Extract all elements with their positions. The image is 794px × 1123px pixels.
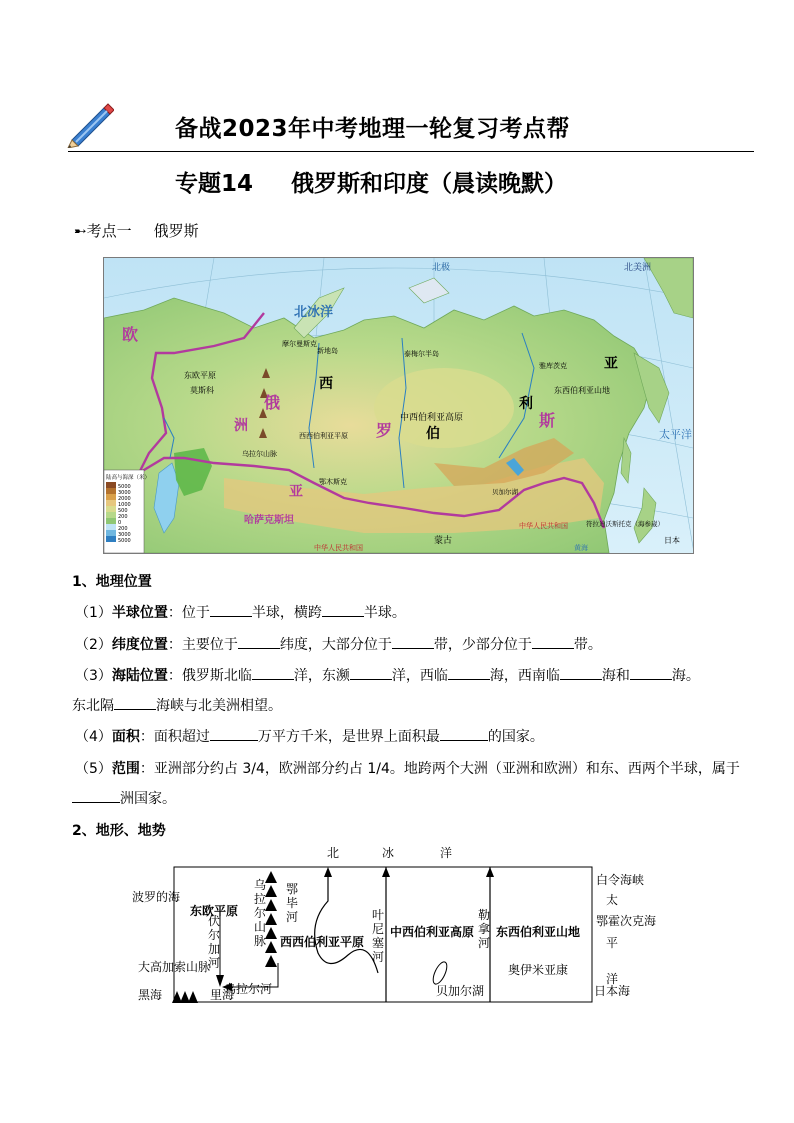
east-europe-plain-label: 东欧平原 xyxy=(190,904,239,918)
line-prefix: （1） xyxy=(75,605,112,621)
pencil-icon xyxy=(64,102,114,148)
kaodian-topic: 俄罗斯 xyxy=(153,222,199,240)
line-range-cont xyxy=(72,788,176,808)
siberia-char-ya: 亚 xyxy=(604,356,618,372)
china-label: 中华人民共和国 xyxy=(519,522,568,530)
line-area xyxy=(75,726,544,746)
kaodian-label: 考点一 xyxy=(86,222,132,240)
terrain-diagram xyxy=(128,843,678,1013)
ural-river-label: 乌拉尔河 xyxy=(224,982,273,996)
line-text: 的国家。 xyxy=(487,729,544,745)
diagram-top-bing: 冰 xyxy=(382,846,395,860)
line-key: 范围 xyxy=(111,761,140,777)
ob-char: 毕 xyxy=(286,896,299,910)
kazakhstan-label: 哈萨克斯坦 xyxy=(244,515,294,526)
omsk-label: 鄂木斯克 xyxy=(319,478,347,486)
caucasus-label: 大高加索山脉 xyxy=(138,960,211,974)
yenisei-char: 塞 xyxy=(372,936,385,950)
ob-char: 河 xyxy=(286,910,299,924)
blank-field[interactable] xyxy=(238,636,280,649)
lena-char: 勒 xyxy=(478,908,491,922)
blank-field[interactable] xyxy=(448,667,490,680)
line-latitude xyxy=(75,634,602,654)
page-title: 备战2023年中考地理一轮复习考点帮 xyxy=(175,116,571,142)
subtitle-text: 俄罗斯和印度（晨读晚默） xyxy=(291,171,568,197)
line-text: 带，少部分位于 xyxy=(433,637,532,653)
yenisei-char: 河 xyxy=(372,950,385,964)
line-text: ：位于 xyxy=(167,605,210,621)
line-text: 海。 xyxy=(671,668,700,684)
baikal-label: 贝加尔湖 xyxy=(436,984,485,998)
ob-char: 鄂 xyxy=(286,882,299,896)
line-prefix: （3） xyxy=(75,668,112,684)
siberia-char-li: 利 xyxy=(519,396,533,412)
terrain-diagram-svg xyxy=(128,843,678,1013)
mongolia-label: 蒙古 xyxy=(434,536,453,546)
pacific-tai-label: 太 xyxy=(606,893,619,907)
russia-map-svg xyxy=(104,258,693,553)
volga-char: 河 xyxy=(208,956,221,970)
russia-char-e: 俄 xyxy=(264,393,281,412)
line-text: ：主要位于 xyxy=(167,637,238,653)
asia-char-zhou: 洲 xyxy=(234,418,248,434)
west-siberia-plain-label: 西西伯利亚平原 xyxy=(280,935,365,949)
lena-char: 拿 xyxy=(478,922,491,936)
baltic-label: 波罗的海 xyxy=(132,890,181,904)
line-strait xyxy=(72,695,282,715)
novaya-label: 新地岛 xyxy=(317,347,338,355)
okhotsk-label: 鄂霍次克海 xyxy=(596,914,657,928)
line-text: 洋，西临 xyxy=(391,668,448,684)
ob-river-line xyxy=(315,877,378,973)
line-hemisphere xyxy=(75,602,406,622)
east-siberia-mts-label: 东西伯利亚山地 xyxy=(496,925,581,939)
line-text: 洋，东濒 xyxy=(293,668,350,684)
volga-arrow-head xyxy=(216,975,224,987)
blank-field[interactable] xyxy=(72,790,120,803)
blank-field[interactable] xyxy=(322,604,364,617)
north-pole-label: 北极 xyxy=(432,263,451,273)
legend-val: 500 xyxy=(118,508,128,514)
west-siberia-label: 西西伯利亚平原 xyxy=(299,432,348,440)
asia-char-ya: 亚 xyxy=(289,484,303,500)
blank-field[interactable] xyxy=(350,667,392,680)
legend-val: 1000 xyxy=(118,502,131,508)
legend-val: 5000 xyxy=(118,484,131,490)
line-prefix: （5） xyxy=(75,761,112,777)
pacific-yang-label: 洋 xyxy=(606,972,619,986)
pacific-label: 太平洋 xyxy=(659,428,692,441)
lena-vertical-label xyxy=(478,907,490,950)
legend-title: 陆高与海深（米） xyxy=(106,475,151,481)
ural-mts-char: 尔 xyxy=(254,906,267,920)
caucasus-triangles xyxy=(172,991,198,1003)
russia-map xyxy=(103,257,694,554)
kaodian-heading xyxy=(74,220,199,241)
yenisei-vertical-label xyxy=(372,908,384,964)
blank-field[interactable] xyxy=(210,728,258,741)
line-key: 海陆位置 xyxy=(111,668,168,684)
line-text: 东北隔 xyxy=(72,698,114,714)
line-text: ：亚洲部分约占 3/4，欧洲部分约占 1/4。地跨两个大洲（亚洲和欧洲）和东、西两个半球，属于 xyxy=(139,761,740,777)
north-america-label: 北美洲 xyxy=(624,263,652,273)
elevation-legend xyxy=(104,470,150,553)
yenisei-char: 尼 xyxy=(372,922,385,936)
line-sea-land xyxy=(75,665,700,685)
line-text: 纬度，大部分位于 xyxy=(279,637,392,653)
siberia-char-xi: 西 xyxy=(319,376,333,392)
ural-mts-char: 乌 xyxy=(254,878,267,892)
legend-val: 3000 xyxy=(118,490,131,496)
pacific-ping-label: 平 xyxy=(606,936,619,950)
line-text: 海和 xyxy=(601,668,630,684)
lena-char: 河 xyxy=(478,936,491,950)
ural-mts-char: 拉 xyxy=(254,892,267,906)
legend-val: 0 xyxy=(118,520,122,526)
subtitle-number: 专题14 xyxy=(175,171,254,197)
yellow-sea-label: 黄海 xyxy=(574,544,588,552)
blank-field[interactable] xyxy=(630,667,672,680)
murmansk-label: 摩尔曼斯克 xyxy=(282,340,317,348)
east-europe-label: 东欧平原 xyxy=(184,371,216,380)
line-text: ：俄罗斯北临 xyxy=(167,668,252,684)
vladivostok-label: 符拉迪沃斯托克（海参崴） xyxy=(586,520,664,528)
line-text: 万平方千米，是世界上面积最 xyxy=(257,729,440,745)
diagram-top-yang: 洋 xyxy=(440,846,453,860)
ural-mts-char: 脉 xyxy=(254,934,267,948)
line-range xyxy=(75,758,740,778)
china-label-2: 中华人民共和国 xyxy=(314,544,363,552)
japan-sea-label: 日本海 xyxy=(594,984,631,998)
section-heading-1: 1、地理位置 xyxy=(72,574,152,590)
line-text: 带。 xyxy=(573,637,602,653)
header-divider xyxy=(68,151,754,152)
legend-val: 3000 xyxy=(118,532,131,538)
line-key: 纬度位置 xyxy=(111,637,168,653)
moscow-label: 莫斯科 xyxy=(190,386,214,395)
line-text: ：面积超过 xyxy=(139,729,210,745)
volga-vertical-label xyxy=(208,913,220,970)
yenisei-char: 叶 xyxy=(372,908,385,922)
blank-field[interactable] xyxy=(252,667,294,680)
black-sea-label: 黑海 xyxy=(138,988,163,1002)
line-text: 海，西南临 xyxy=(489,668,560,684)
line-text: 半球。 xyxy=(363,605,406,621)
volga-char: 加 xyxy=(208,942,221,956)
ob-vertical-label xyxy=(286,882,298,924)
blank-field[interactable] xyxy=(392,636,434,649)
russia-char-si: 斯 xyxy=(539,411,556,430)
east-siberia-label: 东西伯利亚山地 xyxy=(554,386,610,395)
bering-label: 白令海峡 xyxy=(596,873,645,887)
ural-label: 乌拉尔山脉 xyxy=(242,450,277,458)
ural-mts-char: 山 xyxy=(254,920,267,934)
legend-val: 2000 xyxy=(118,496,131,502)
diagram-top-bei: 北 xyxy=(327,846,340,860)
line-prefix: （2） xyxy=(75,637,112,653)
blank-field[interactable] xyxy=(532,636,574,649)
line-prefix: （4） xyxy=(75,729,112,745)
baikal-shape xyxy=(430,960,449,986)
japan-label: 日本 xyxy=(664,536,680,545)
arrow-up-ob xyxy=(324,867,332,877)
ural-mts-vertical-label xyxy=(254,877,266,948)
central-siberia-plateau-label: 中西伯利亚高原 xyxy=(390,925,475,939)
taimyr-label: 泰梅尔半岛 xyxy=(404,350,439,358)
arrow-up-yenisei xyxy=(382,867,390,877)
russia-char-luo: 罗 xyxy=(376,421,393,440)
baikal-label: 贝加尔湖 xyxy=(492,488,518,496)
section-heading-2: 2、地形、地势 xyxy=(72,823,166,839)
line-text: 洲国家。 xyxy=(120,791,176,807)
line-key: 半球位置 xyxy=(111,605,168,621)
arctic-ocean-label: 北冰洋 xyxy=(294,305,334,320)
yakutsk-label: 雅库茨克 xyxy=(539,362,567,370)
volga-char: 伏 xyxy=(208,914,221,928)
volga-char: 尔 xyxy=(208,928,221,942)
arrow-up-lena xyxy=(486,867,494,877)
siberia-char-bo: 伯 xyxy=(426,426,440,442)
central-siberia-label: 中西伯利亚高原 xyxy=(400,413,464,423)
line-key: 面积 xyxy=(111,729,140,745)
legend-val: 200 xyxy=(118,526,128,532)
line-text: 海峡与北美洲相望。 xyxy=(156,698,282,714)
legend-val: 5000 xyxy=(118,538,131,544)
ural-mountain-triangles xyxy=(265,871,277,967)
arrow-icon: ➸ xyxy=(74,222,87,240)
legend-val: 200 xyxy=(118,514,128,520)
blank-field[interactable] xyxy=(114,697,156,710)
oymyakon-label: 奥伊米亚康 xyxy=(508,963,569,977)
europe-char-label: 欧 xyxy=(122,325,139,344)
blank-field[interactable] xyxy=(210,604,252,617)
central-siberia-tint xyxy=(374,368,514,448)
line-text: 半球，横跨 xyxy=(251,605,322,621)
blank-field[interactable] xyxy=(440,728,488,741)
caspian-label: 里海 xyxy=(210,988,235,1002)
subtitle xyxy=(175,165,567,198)
blank-field[interactable] xyxy=(560,667,602,680)
